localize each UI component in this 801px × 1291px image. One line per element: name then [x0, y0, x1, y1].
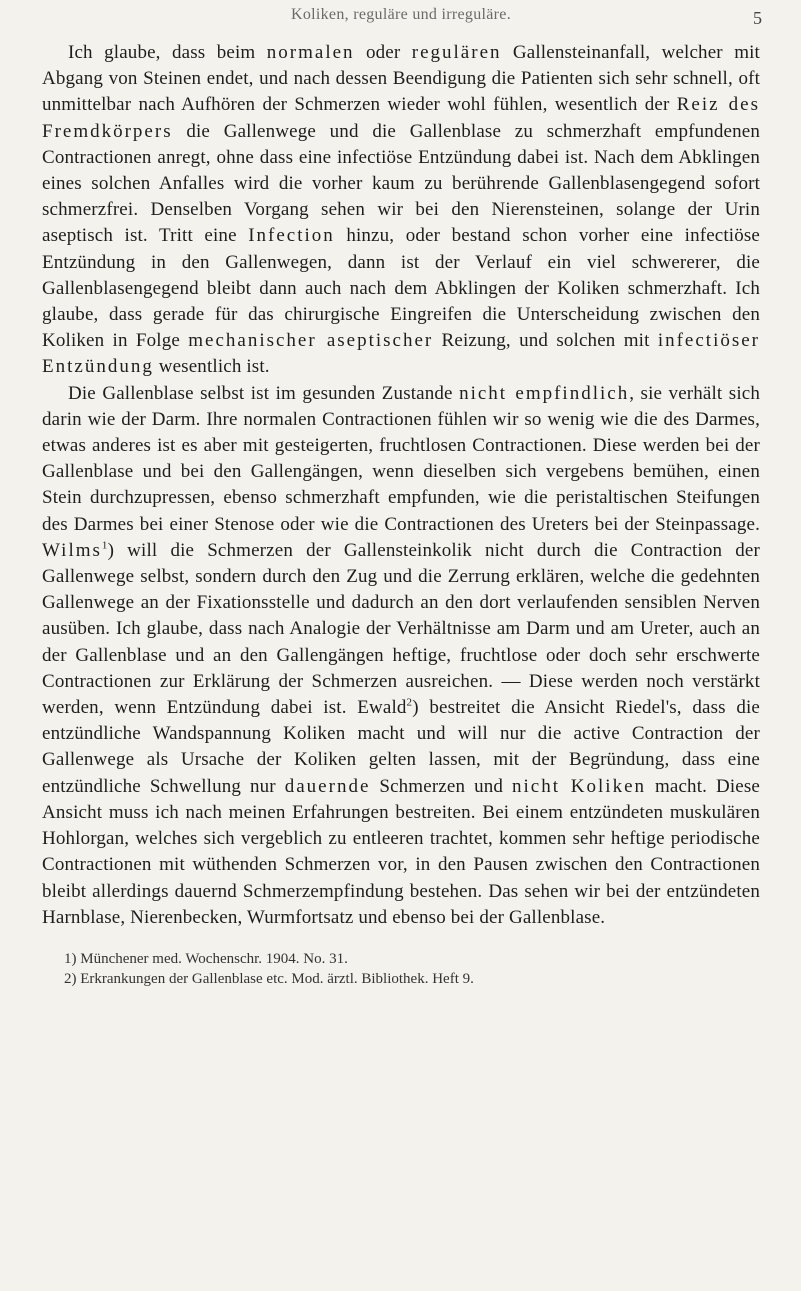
- page-number: 5: [753, 8, 762, 28]
- text-run: Ich glaube, dass beim: [68, 42, 267, 63]
- running-head: [42, 6, 760, 40]
- text-run: macht. Diese Ansicht muss ich nach meinen Erfahrungen bestreiten. Bei einem entzündeten muskulären Hohlorgan, welches sich vergeblich zu entleeren trachtet, kommen sehr heftige periodische Contractionen mit wüthenden Schmerzen vor, in den Pausen zwischen den Contractionen bleibt allerdings dauernd Schmerzempfindung bestehen. Das sehen wir bei der entzündeten Harnblase, Nierenbecken, Wurmfortsatz und ebenso bei der Gallenblase.: [42, 775, 761, 928]
- spaced-emphasis: dauernde: [284, 775, 371, 797]
- spaced-emphasis: nicht Koliken: [511, 775, 646, 797]
- paragraph: [42, 381, 760, 931]
- spaced-emphasis: mechanischer aseptischer: [188, 330, 434, 352]
- spaced-emphasis: Infection: [248, 225, 335, 247]
- footnote-ref: 1: [101, 539, 108, 552]
- spaced-emphasis: normalen: [266, 42, 355, 63]
- text-run: hinzu, oder bestand schon vorher eine infectiöse Entzündung in den Gallenwegen, dann ist der Verlauf ein viel schwererer, die Gallenblasengegend bleibt dann auch nach dem Abklingen der Koliken schmerzhaft. Ich glaube, dass gerade für das chirurgische Eingreifen die Unterscheidung zwischen den Koliken in Folge: [42, 225, 761, 352]
- spaced-emphasis: Reiz des Fremdkörpers: [42, 94, 760, 142]
- text-run: Schmerzen und: [370, 775, 512, 797]
- running-title: Koliken, reguläre und irreguläre.: [290, 6, 512, 23]
- text-run: wesentlich ist.: [153, 356, 270, 378]
- footnote: 1) Münchener med. Wochenschr. 1904. No. 31.: [64, 950, 348, 967]
- paragraph: [42, 40, 760, 381]
- text-run: Reizung, und solchen mit: [433, 330, 658, 352]
- text-run: Die Gallenblase selbst ist im gesunden Zustande: [68, 382, 460, 404]
- text-run: Gallensteinanfall, welcher mit Abgang von Steinen endet, und nach dessen Beendigung die Patienten sich sehr schnell, oft unmittelbar nach Aufhören der Schmerzen wieder wohl fühlen, wesentlich der: [42, 42, 760, 116]
- document-page: [42, 6, 760, 989]
- text-run: ) bestreitet die Ansicht Riedel's, dass die entzündliche Wandspannung Koliken macht und will nur die active Contraction der Gallenwege als Ursache der Koliken gelten lassen, mit der Begründung, dass eine entzündliche Schwellung nur: [42, 697, 760, 797]
- spaced-emphasis: Wilms: [42, 539, 102, 561]
- text-run: ) will die Schmerzen der Gallensteinkolik nicht durch die Contraction der Gallenwege selbst, sondern durch den Zug und die Zerrung erklären, welche die gedehnten Gallenwege an der Fixationsstelle und dadurch an den dort verlaufenden sensiblen Nerven ausüben. Ich glaube, dass nach Analogie der Verhältnisse am Darm und am Ureter, auch an der Gallenblase und an den Gallengängen heftige, fruchtlose oder doch sehr erschwerte Contractionen zur Erklärung der Schmerzen ausreichen. — Diese werden noch verstärkt werden, wenn Entzündung dabei ist. Ewald: [42, 539, 760, 719]
- spaced-emphasis: infectiöser Entzündung: [42, 330, 760, 378]
- footnotes: [42, 949, 760, 989]
- text-run: die Gallenwege und die Gallenblase zu schmerzhaft empfundenen Contractionen anregt, ohne dass eine infectiöse Entzündung dabei ist. Nach dem Abklingen eines solchen Anfalles wird die vorher kaum zu berührende Gallenblasengegend sofort schmerzfrei. Denselben Vorgang sehen wir bei den Nierensteinen, solange der Urin aseptisch ist. Tritt eine: [42, 120, 760, 247]
- body-text: [42, 40, 760, 931]
- text-run: , sie verhält sich darin wie der Darm. Ihre normalen Contractionen fühlen wir so wenig wie die des Darmes, etwas anderes ist es aber mit gesteigerten, fruchtlosen Contractionen. Diese werden bei der Gallenblase und bei den Gallengängen, wenn dieselben sich vergebens bemühen, einen Stein durchzupressen, ebenso schmerzhaft empfunden, wie die peristaltischen Steifungen des Darmes bei einer Stenose oder wie die Contractionen des Ureters bei der Steinpassage.: [42, 382, 761, 535]
- footnote: 2) Erkrankungen der Gallenblase etc. Mod. ärztl. Bibliothek. Heft 9.: [64, 970, 474, 987]
- spaced-emphasis: nicht empfindlich: [459, 382, 630, 404]
- spaced-emphasis: regulären: [411, 42, 502, 63]
- footnote-ref: 2: [406, 696, 413, 709]
- text-run: oder: [354, 42, 412, 63]
